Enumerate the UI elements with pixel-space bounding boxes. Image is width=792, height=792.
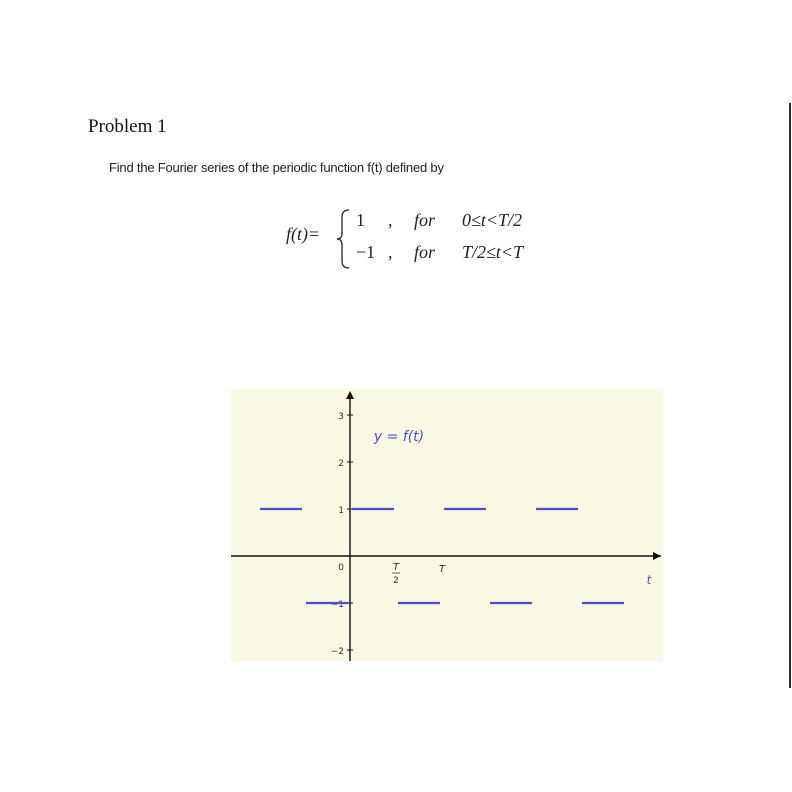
formula-brace — [336, 208, 352, 270]
problem-title: Problem 1 — [88, 116, 167, 137]
y-tick-label: 0 — [338, 563, 344, 573]
case-2-value: −1 — [356, 242, 376, 262]
problem-statement: Find the Fourier series of the periodic function f(t) defined by — [109, 160, 444, 175]
case-1-separator: , — [388, 210, 393, 230]
chart-svg — [231, 389, 663, 661]
y-tick-label: 2 — [338, 459, 344, 469]
piecewise-formula — [286, 206, 606, 272]
formula-case-2 — [356, 242, 523, 263]
case-2-condition: T/2≤t<T — [462, 242, 524, 262]
x-tick-label-numerator: T — [392, 562, 400, 573]
case-1-keyword: for — [414, 210, 436, 230]
square-wave-chart — [231, 389, 663, 661]
y-tick-label: −1 — [330, 600, 344, 610]
case-1-value: 1 — [356, 210, 365, 230]
formula-case-1 — [356, 210, 522, 231]
case-1-condition: 0≤t<T/2 — [462, 210, 523, 230]
y-tick-label: −2 — [330, 647, 344, 657]
chart-background — [231, 389, 663, 661]
y-tick-label: 3 — [338, 412, 344, 422]
x-tick-label-denominator: 2 — [393, 576, 399, 586]
case-2-separator: , — [388, 242, 393, 262]
formula-lhs: f(t)= — [286, 224, 321, 244]
x-axis-label: t — [646, 573, 652, 587]
y-tick-label: 1 — [338, 506, 344, 516]
page-right-border — [789, 103, 791, 688]
x-tick-label: T — [438, 564, 446, 575]
chart-title: y = f(t) — [373, 429, 425, 445]
case-2-keyword: for — [414, 242, 436, 262]
